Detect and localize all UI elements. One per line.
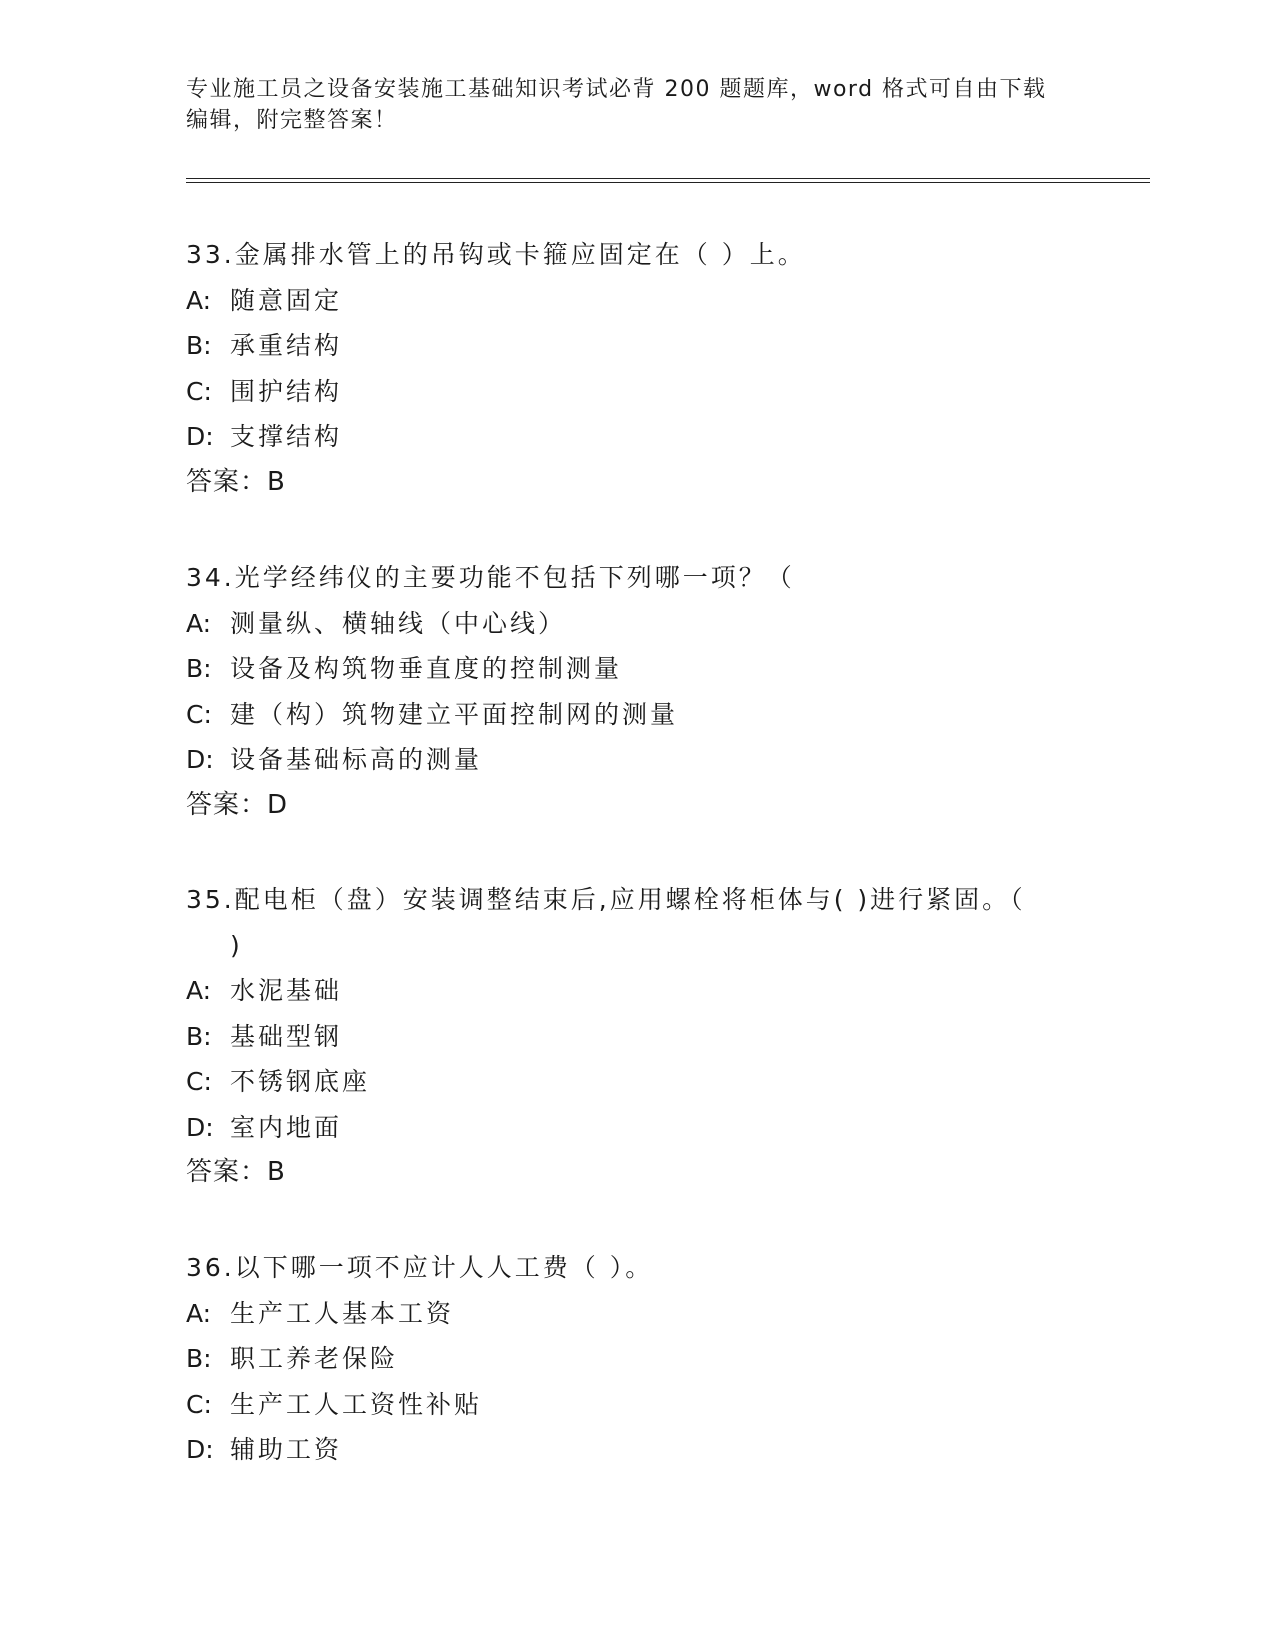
option-text: 基础型钢	[230, 1021, 343, 1051]
option-text: 设备基础标高的测量	[230, 745, 483, 774]
option-c	[186, 369, 1086, 415]
question-stem: 34.光学经纬仪的主要功能不包括下列哪一项？（	[186, 563, 795, 592]
option-text: 生产工人基本工资	[230, 1298, 455, 1328]
option-text: 职工养老保险	[230, 1344, 399, 1373]
header-line-1: 专业施工员之设备安装施工基础知识考试必背 200 题题库，word 格式可自由下载	[186, 77, 1047, 102]
option-letter: D:	[186, 1435, 214, 1464]
option-letter: B:	[186, 331, 212, 360]
option-c	[186, 692, 1086, 738]
question-36	[186, 1245, 1086, 1473]
option-text: 室内地面	[230, 1112, 343, 1142]
option-letter: B:	[186, 1344, 212, 1373]
question-stem: 35.配电柜（盘）安装调整结束后,应用螺栓将柜体与( )进行紧固。（	[186, 885, 1026, 914]
option-letter: A:	[186, 1298, 212, 1328]
question-stem: 33.金属排水管上的吊钩或卡箍应固定在（ ）上。	[186, 240, 806, 269]
option-letter: C:	[186, 376, 212, 406]
header-line-2: 编辑，附完整答案！	[186, 108, 398, 133]
answer-line: 答案：B	[186, 1157, 286, 1187]
option-a	[186, 601, 1086, 647]
option-letter: D:	[186, 1112, 214, 1142]
question-34	[186, 555, 1086, 828]
option-d	[186, 737, 1086, 783]
option-c	[186, 1059, 1086, 1105]
option-letter: B:	[186, 654, 212, 683]
option-letter: D:	[186, 422, 214, 451]
option-d	[186, 1427, 1086, 1473]
option-text: 随意固定	[230, 285, 343, 315]
option-letter: A:	[186, 608, 212, 638]
option-letter: C:	[186, 1389, 212, 1419]
question-stem: 36.以下哪一项不应计人人工费（ ）。	[186, 1253, 654, 1282]
option-letter: A:	[186, 976, 212, 1005]
question-stem-continuation: )	[230, 930, 243, 960]
option-letter: B:	[186, 1021, 212, 1051]
option-letter: A:	[186, 285, 212, 315]
option-a	[186, 968, 1086, 1014]
option-b	[186, 1336, 1086, 1382]
option-b	[186, 1014, 1086, 1060]
option-text: 不锈钢底座	[230, 1067, 371, 1096]
option-a	[186, 1291, 1086, 1337]
option-letter: D:	[186, 745, 214, 774]
option-text: 水泥基础	[230, 976, 343, 1005]
header-divider-bottom	[186, 182, 1150, 183]
option-a	[186, 278, 1086, 324]
option-b	[186, 323, 1086, 369]
option-b	[186, 646, 1086, 692]
option-d	[186, 1105, 1086, 1151]
header-divider-top	[186, 178, 1150, 179]
document-header	[186, 74, 1066, 136]
question-35	[186, 877, 1086, 1196]
option-d	[186, 414, 1086, 460]
option-text: 生产工人工资性补贴	[230, 1389, 483, 1419]
option-text: 围护结构	[230, 376, 343, 406]
answer-line: 答案：B	[186, 466, 286, 497]
answer-line: 答案：D	[186, 789, 289, 820]
option-letter: C:	[186, 699, 212, 729]
option-c	[186, 1382, 1086, 1428]
option-letter: C:	[186, 1067, 212, 1096]
option-text: 支撑结构	[230, 422, 343, 451]
question-33	[186, 232, 1086, 505]
option-text: 辅助工资	[230, 1435, 343, 1464]
option-text: 承重结构	[230, 331, 343, 360]
option-text: 测量纵、横轴线（中心线）	[230, 608, 567, 638]
option-text: 建（构）筑物建立平面控制网的测量	[230, 699, 679, 729]
option-text: 设备及构筑物垂直度的控制测量	[230, 654, 623, 683]
